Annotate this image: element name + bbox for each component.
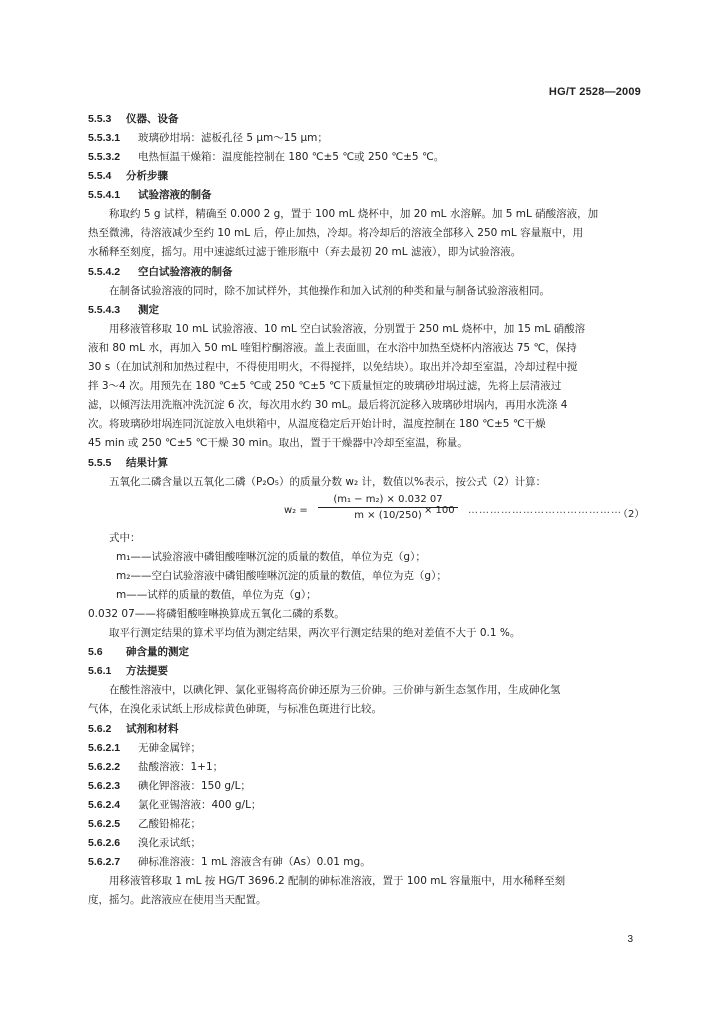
- list-item: 5.6.2.1 无砷金属锌；: [88, 742, 201, 754]
- heading-5-5-4: 5.5.4 分析步骤: [88, 170, 168, 182]
- formula-number: （2）: [618, 509, 645, 520]
- paragraph-line: 45 min 或 250 ℃±5 ℃干燥 30 min。取出，置于干燥器中冷却至室温，称量。: [88, 437, 468, 449]
- definition-line: 0.032 07——将磷钼酸喹啉换算成五氧化二磷的系数。: [88, 608, 345, 620]
- paragraph-line: 滤，以倾泻法用洗瓶冲洗沉淀 6 次，每次用水约 30 mL。最后将沉淀移入玻璃砂坩埚内，再用水洗涤 4: [88, 399, 568, 411]
- standard-code: HG/T 2528—2009: [548, 86, 641, 98]
- list-item: 5.6.2.4 氯化亚锡溶液：400 g/L；: [88, 799, 262, 811]
- paragraph-line: 五氧化二磷含量以五氧化二磷（P₂O₅）的质量分数 w₂ 计，数值以%表示，按公式（2）计算：: [109, 476, 547, 488]
- heading-5-5-5: 5.5.5 结果计算: [88, 457, 168, 469]
- heading-5-5-4-1: 5.5.4.1 试验溶液的制备: [88, 189, 212, 201]
- formula-lhs: w₂ =: [284, 505, 308, 516]
- paragraph-line: 水稀释至刻度，摇匀。用中速滤纸过滤于锥形瓶中（弃去最初 20 mL 滤液），即为试验溶液。: [88, 246, 522, 258]
- paragraph-line: 拌 3～4 次。用预先在 180 ℃±5 ℃或 250 ℃±5 ℃下质量恒定的玻璃砂坩埚过滤，先将上层清液过: [88, 380, 562, 392]
- item-5-5-3-2: 5.5.3.2 电热恒温干燥箱：温度能控制在 180 ℃±5 ℃或 250 ℃±5 ℃。: [88, 151, 445, 163]
- heading-5-6: 5.6 砷含量的测定: [88, 646, 189, 658]
- heading-5-5-3: 5.5.3 仪器、设备: [88, 113, 179, 125]
- definition-line: m₁——试验溶液中磷钼酸喹啉沉淀的质量的数值，单位为克（g）；: [116, 551, 426, 563]
- paragraph-line: 30 s（在加试剂和加热过程中，不得使用明火，不得搅拌，以免结块）。取出并冷却至室温，冷却过程中搅: [88, 361, 578, 373]
- paragraph-line: 用移液管移取 1 mL 按 HG/T 3696.2 配制的砷标准溶液，置于 100 mL 容量瓶中，用水稀释至刻: [109, 875, 566, 887]
- list-item: 5.6.2.6 溴化汞试纸；: [88, 837, 201, 849]
- formula-denominator: m × (10/250): [354, 510, 422, 521]
- page-number: 3: [627, 934, 633, 945]
- paragraph-line: 在制备试验溶液的同时，除不加试样外，其他操作和加入试剂的种类和量与制备试验溶液相同。: [109, 285, 550, 297]
- paragraph-line: 用移液管移取 10 mL 试验溶液、10 mL 空白试验溶液，分别置于 250 mL 烧杯中，加 15 mL 硝酸溶: [109, 323, 586, 335]
- list-item: 5.6.2.3 碘化钾溶液：150 g/L；: [88, 780, 251, 792]
- formula-numerator: (m₁ − m₂) × 0.032 07: [318, 494, 458, 508]
- definition-line: m——试样的质量的数值，单位为克（g）；: [116, 589, 317, 601]
- paragraph-line: 取平行测定结果的算术平均值为测定结果，两次平行测定结果的绝对差值不大于 0.1 %。: [109, 627, 521, 639]
- paragraph-line: 称取约 5 g 试样，精确至 0.000 2 g，置于 100 mL 烧杯中，加 20 mL 水溶解。加 5 mL 硝酸溶液，加: [109, 208, 599, 220]
- item-5-5-3-1: 5.5.3.1 玻璃砂坩埚：滤板孔径 5 μm～15 μm；: [88, 132, 328, 144]
- list-item: 5.6.2.5 乙酸铅棉花；: [88, 818, 201, 830]
- paragraph-line: 度，摇匀。此溶液应在使用当天配置。: [88, 894, 267, 906]
- paragraph-line: 在酸性溶液中，以碘化钾、氯化亚锡将高价砷还原为三价砷。三价砷与新生态氢作用，生成砷化氢: [109, 684, 561, 696]
- where-label: 式中：: [109, 532, 141, 544]
- heading-5-5-4-3: 5.5.4.3 测定: [88, 304, 159, 316]
- heading-5-6-1: 5.6.1 方法提要: [88, 665, 168, 677]
- heading-5-5-4-2: 5.5.4.2 空白试验溶液的制备: [88, 266, 233, 278]
- list-item: 5.6.2.2 盐酸溶液：1+1；: [88, 761, 224, 773]
- formula-2: [88, 491, 643, 531]
- heading-5-6-2: 5.6.2 试剂和材料: [88, 723, 179, 735]
- paragraph-line: 热至微沸，待溶液减少至约 10 mL 后，停止加热，冷却。将冷却后的溶液全部移入 250 mL 容量瓶中，用: [88, 227, 584, 239]
- paragraph-line: 次。将玻璃砂坩埚连同沉淀放入电烘箱中，从温度稳定后开始计时，温度控制在 180 ℃±5 ℃干燥: [88, 418, 546, 430]
- paragraph-line: 气体，在溴化汞试纸上形成棕黄色砷斑，与标准色斑进行比较。: [88, 703, 382, 715]
- definition-line: m₂——空白试验溶液中磷钼酸喹啉沉淀的质量的数值，单位为克（g）；: [116, 570, 447, 582]
- formula-leader-dots: ……………………………………: [468, 505, 622, 516]
- formula-multiplier: × 100: [424, 505, 455, 516]
- list-item: 5.6.2.7 砷标准溶液：1 mL 溶液含有砷（As）0.01 mg。: [88, 856, 371, 868]
- paragraph-line: 液和 80 mL 水，再加入 50 mL 喹钼柠酮溶液。盖上表面皿，在水浴中加热至烧杯内溶液达 75 ℃，保持: [88, 342, 577, 354]
